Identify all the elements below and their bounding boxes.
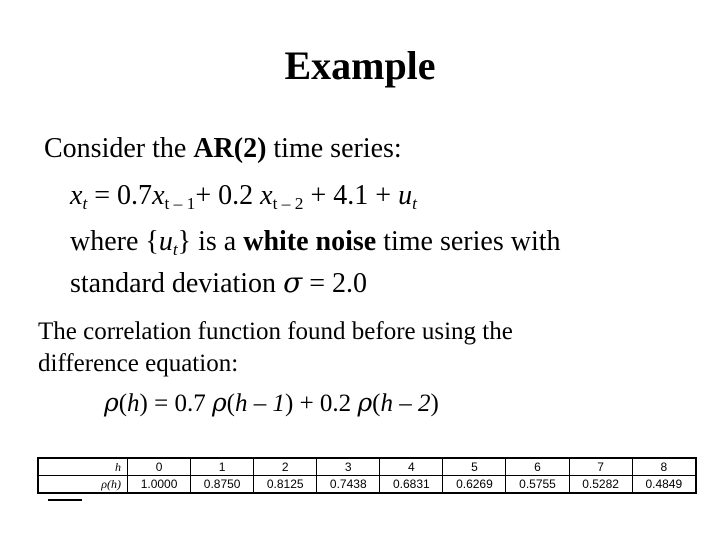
de-coef1: = 0.7 bbox=[147, 390, 212, 417]
table-cell: 0.7438 bbox=[317, 476, 380, 494]
difference-equation: ρ(h) = 0.7 ρ(h – 1) + 0.2 ρ(h – 2) bbox=[104, 388, 439, 417]
white-noise-line bbox=[70, 226, 561, 258]
sigma-symbol: σ bbox=[283, 266, 303, 299]
eq-sub-t-minus-2: t – 2 bbox=[272, 193, 304, 213]
row-label-rho: ρ(h) bbox=[38, 476, 128, 494]
eq-x-lag1: x bbox=[152, 180, 165, 211]
eq-x: x bbox=[70, 180, 83, 211]
divider bbox=[48, 499, 82, 501]
eq-sub-t: t bbox=[82, 193, 88, 213]
table-cell: 6 bbox=[506, 458, 569, 476]
row-label-h: h bbox=[38, 458, 128, 476]
noise-u: u bbox=[158, 226, 173, 257]
table-row-rho bbox=[38, 476, 696, 494]
de-coef2: + 0.2 bbox=[293, 390, 358, 417]
de-h: h bbox=[127, 390, 140, 417]
table-cell: 5 bbox=[443, 458, 506, 476]
de-h-minus-1: h – 1 bbox=[235, 390, 285, 417]
eq-x-lag2: x bbox=[260, 180, 273, 211]
table-cell: 7 bbox=[569, 458, 632, 476]
sd-value: = 2.0 bbox=[302, 268, 367, 299]
eq-sub-t-minus-1: t – 1 bbox=[164, 193, 196, 213]
rho-symbol-3: ρ bbox=[357, 388, 373, 417]
table-cell: 8 bbox=[632, 458, 696, 476]
model-name: AR(2) bbox=[193, 133, 267, 164]
autocorrelation-table bbox=[37, 457, 697, 494]
slide-title: Example bbox=[284, 43, 436, 88]
sd-prefix: standard deviation bbox=[70, 268, 284, 299]
table-cell: 0.5755 bbox=[506, 476, 569, 494]
table-cell: 0.8750 bbox=[191, 476, 254, 494]
intro-line bbox=[44, 133, 402, 165]
std-dev-line bbox=[70, 266, 367, 300]
table-cell: 0.8125 bbox=[254, 476, 317, 494]
eq-tail: + 4.1 + bbox=[303, 180, 399, 211]
eq-coef1: = 0.7 bbox=[87, 180, 153, 211]
correlation-intro-line1: The correlation function found before using the bbox=[38, 318, 513, 345]
table-cell: 2 bbox=[254, 458, 317, 476]
intro-suffix: time series: bbox=[266, 133, 402, 164]
table-cell: 1 bbox=[191, 458, 254, 476]
eq-sub-t-u: t bbox=[412, 193, 417, 213]
rho-symbol: ρ bbox=[104, 388, 119, 417]
correlation-intro-line2: difference equation: bbox=[38, 350, 239, 377]
white-noise-term: white noise bbox=[243, 226, 377, 257]
de-h-minus-2: h – 2 bbox=[380, 390, 431, 417]
eq-coef2: + 0.2 bbox=[195, 180, 261, 211]
table-cell: 3 bbox=[317, 458, 380, 476]
table-cell: 0 bbox=[128, 458, 191, 476]
table-cell: 0.5282 bbox=[569, 476, 632, 494]
ar2-equation bbox=[70, 180, 417, 212]
noise-suffix: time series with bbox=[376, 226, 561, 257]
table-row-h bbox=[38, 458, 696, 476]
rho-symbol-2: ρ bbox=[211, 388, 227, 417]
noise-sub-t: t bbox=[172, 239, 178, 259]
table-cell: 0.6831 bbox=[380, 476, 443, 494]
intro-prefix: Consider the bbox=[44, 133, 194, 164]
noise-prefix: where { bbox=[70, 226, 159, 257]
noise-close: } is a bbox=[177, 226, 244, 257]
table-cell: 0.4849 bbox=[632, 476, 696, 494]
table-cell: 1.0000 bbox=[128, 476, 191, 494]
table-cell: 0.6269 bbox=[443, 476, 506, 494]
table-cell: 4 bbox=[380, 458, 443, 476]
eq-u: u bbox=[398, 180, 413, 211]
